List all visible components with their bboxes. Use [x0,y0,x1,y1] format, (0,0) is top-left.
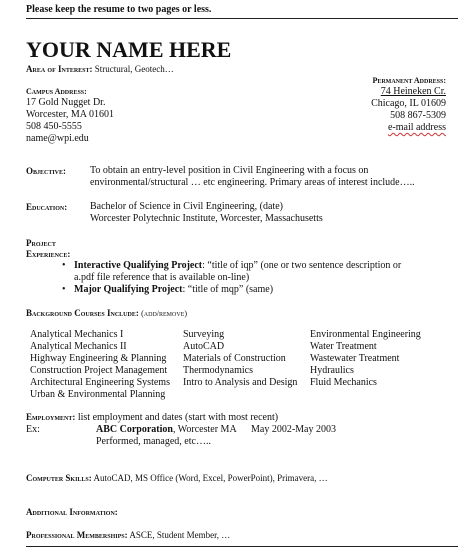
courses-label: Background Courses Include: [26,308,139,318]
course-item: Fluid Mechanics [310,377,377,388]
candidate-name: YOUR NAME HERE [26,37,232,62]
permanent-phone: 508 867-5309 [390,110,446,121]
objective-line-1: To obtain an entry-level position in Civil Engineering with a focus on [90,165,369,176]
employment-heading [26,411,278,424]
professional-memberships [26,530,230,541]
top-divider [26,18,458,19]
area-of-interest [26,64,174,75]
bullet-icon: • [62,260,66,271]
campus-address-line-2: Worcester, MA 01601 [26,109,114,120]
course-item: Construction Project Management [30,365,168,376]
course-item: Architectural Engineering Systems [30,377,170,388]
memberships-value: ASCE, Student Member, … [129,530,231,540]
employment-label: Employment: [26,412,76,422]
computer-skills-value: AutoCAD, MS Office (Word, Excel, PowerPoint), Primavera, … [93,473,328,483]
computer-skills [26,473,328,484]
project-label-line-1: Project [26,238,56,248]
objective-line-2: environmental/structural … etc engineering. Primary areas of interest include….. [90,177,415,188]
area-of-interest-value: Structural, Geotech… [94,64,174,74]
objective-label: Objective: [26,166,67,176]
course-item: AutoCAD [183,341,225,352]
course-item: Materials of Construction [183,353,286,364]
course-item: Hydraulics [310,365,354,376]
course-item: Environmental Engineering [310,329,421,340]
education-label: Education: [26,202,68,212]
mqp-description: : “title of mqp” (same) [182,284,274,295]
memberships-label: Professional Memberships: [26,530,128,540]
campus-address-line-1: 17 Gold Nugget Dr. [26,97,106,108]
permanent-address-line-2: Chicago, IL 01609 [371,98,446,109]
area-of-interest-label: Area of Interest: [26,64,93,74]
employment-intro: list employment and dates (start with most recent) [77,412,279,423]
computer-skills-label: Computer Skills: [26,473,92,483]
employment-example-label: Ex: [26,424,40,435]
company-name: ABC Corporation [96,424,173,435]
mqp-title: Major Qualifying Project [74,284,183,295]
course-item: Wastewater Treatment [310,353,400,364]
iqp-entry [74,260,401,272]
course-col-3 [310,329,421,389]
campus-email: name@wpi.edu [26,133,89,144]
permanent-address-label: Permanent Address: [372,76,446,85]
employment-duties: Performed, managed, etc….. [96,436,211,447]
mqp-entry [74,284,273,296]
courses-heading [26,308,187,319]
education-degree: Bachelor of Science in Civil Engineering, (date) [90,201,283,212]
iqp-description: : “title of iqp” (one or two sentence description or [202,260,402,271]
course-item: Surveying [183,329,225,340]
course-item: Highway Engineering & Planning [30,353,167,364]
bottom-divider [26,546,458,547]
company-location: , Worcester MA [172,424,237,435]
course-item: Intro to Analysis and Design [183,377,298,388]
course-item: Analytical Mechanics I [30,329,124,340]
employment-dates: May 2002-May 2003 [251,424,336,435]
campus-address-label: Campus Address: [26,87,87,96]
course-col-1 [30,329,170,401]
iqp-title: Interactive Qualifying Project [74,260,203,271]
course-item: Analytical Mechanics II [30,341,127,352]
project-label-line-2: Experience: [26,249,71,259]
course-col-2 [183,329,297,389]
resume-length-note: Please keep the resume to two pages or less. [26,4,212,15]
employment-example-company [96,424,237,436]
course-item: Urban & Environmental Planning [30,389,166,400]
iqp-description-line-2: a.pdf file reference that is available on-line) [74,272,250,283]
course-item: Water Treatment [310,341,377,352]
education-institution: Worcester Polytechnic Institute, Worcester, Massachusetts [90,213,323,224]
courses-hint: (add/remove) [141,309,187,318]
bullet-icon: • [62,284,66,295]
permanent-email: e-mail address [387,122,446,133]
campus-phone: 508 450-5555 [26,121,82,132]
additional-information-label: Additional Information: [26,507,118,517]
course-item: Thermodynamics [183,365,253,376]
permanent-address-line-1: 74 Heineken Cr. [380,86,446,97]
